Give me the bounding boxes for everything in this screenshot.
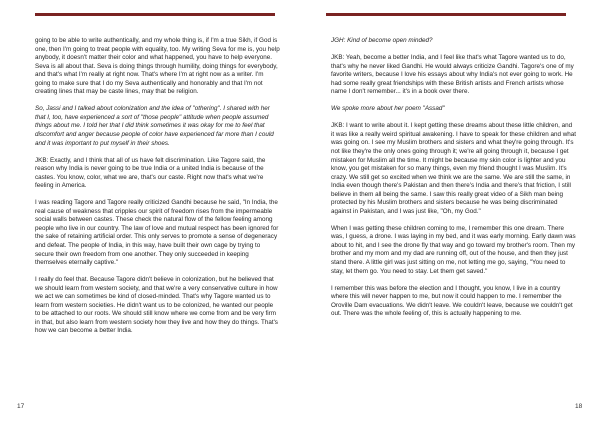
left-page-text xyxy=(35,37,280,344)
paragraph: When I was getting these children coming to me, I remember this one dream. There was, I guess, a drone. I was laying in my bed, and it was early morning. Early dawn was about to hit, and I see the drone fly that way and go toward my brother's room. Then my brother and my mom and my dad are running off, out of the house, and then they just stand there. A little girl was just sitting on me, not letting me go, saying, "You need to stay, let them go. You need to stay. Let them get saved." xyxy=(331,224,576,275)
paragraph: JKB: Exactly, and I think that all of us have felt discrimination. Like Tagore said, the reason why India is never going to be true India or a united India is because of the castes. You know, color, what we are, that's our caste. Right now that's what we're feeling in America. xyxy=(35,156,266,190)
paragraph: I really do feel that. Because Tagore didn't believe in colonization, but he believed that we should learn from western society, and that we're a very conservative culture in how we act we can sometimes be kind of closed-minded. That's why Tagore wanted us to learn from western societies. He didn't want us to be colonized, he wanted our people to be attached to our roots. We should still know where we come from and be very firm in that, but also learn from western society how they live and how they do things. That's how we can become a better India. xyxy=(35,276,278,335)
paragraph-italic: JGH: Kind of become open minded? xyxy=(331,37,433,44)
header-rule xyxy=(35,13,275,16)
right-page xyxy=(300,0,600,424)
paragraph-italic: So, Jassi and I talked about colonization and the idea of "othering". I shared with her that I, too, have experienced a sort of "those people" attitude when people assumed things about me. I told her that I did think sometimes it was okay for me to feel that discomfort and anger because people of color have experienced far more than I could and it was important to put myself in their shoes. xyxy=(35,105,274,147)
paragraph: JKB: Yeah, become a better India, and I feel like that's what Tagore wanted us to do, that's why he never liked Gandhi. He would always criticize Gandhi. Tagore's one of my favorite writers, because I love his essays about why India's not ever going to work. He had some really great friendships with these British artists and French artists whose name I don't remember... it's in a book over there. xyxy=(331,54,574,96)
paragraph: I was reading Tagore and Tagore really criticized Gandhi because he said, "In India, the real cause of weakness that cripples our spirit of freedom rises from the impermeable social walls between castes. These check the natural flow of the fellow feeling among people who live in our country. The law of love and mutual respect has been ignored for the sake of retaining artificial order. This only serves to promote a sense of degeneracy and defeat. The people of India, in this way, have built their own cage by trying to secure their own freedom from one another. They only succeeded in keeping themselves eternally captive." xyxy=(35,199,279,267)
page-number: 18 xyxy=(575,403,583,410)
right-page-text xyxy=(331,37,577,327)
paragraph: JKB: I want to write about it. I kept getting these dreams about these little children, and it was like a really weird spiritual awakening. I have to speak for these children and what was going on. I see my Muslim brothers and sisters and what they're going through. It's not like they're the only ones going through it; we're all going through it, because I get mistaken for Muslim all the time. It might be because my skin color is lighter and you know, you get mistaken for so many things, even my friend thought I was Muslim. It's crazy. We still get so excited when we think we are the same. We are still the same, in India even though there's Pakistan and then there's India and there's that friction, I still believe in them all being the same. I saw this really great video of a Sikh man being protected by his Muslim brothers and sisters because he was being discriminated against in Pakistan, and I was just like, "Oh, my God." xyxy=(331,122,577,215)
paragraph: I remember this was before the election and I thought, you know, I live in a country where this will never happen to me, but now it could happen to me. I remember the Oroville Dam evacuations. We didn't leave. We couldn't leave, because we couldn't get out. There was the whole feeling of, this is actually happening to me. xyxy=(331,284,573,318)
paragraph: going to be able to write authentically, and my whole thing is, if I'm a true Sikh, if God is one, then I'm going to treat people with equality, too. My writing Seva for me is, you help anybody, it doesn't matter their color and what happened, you have to help everyone. Seva is all about that. Seva is doing things through humility, doing things for everybody, and that's what I'm really at right now. That's where I'm at right now as a writer. I'm going to make sure that I do my Seva authentically and honorably and that I'm not creating lines that may be caste lines, may that be religion. xyxy=(35,37,280,96)
header-rule xyxy=(326,13,566,16)
page-number: 17 xyxy=(17,403,25,410)
paragraph-italic: We spoke more about her poem "Assad" xyxy=(331,105,445,113)
